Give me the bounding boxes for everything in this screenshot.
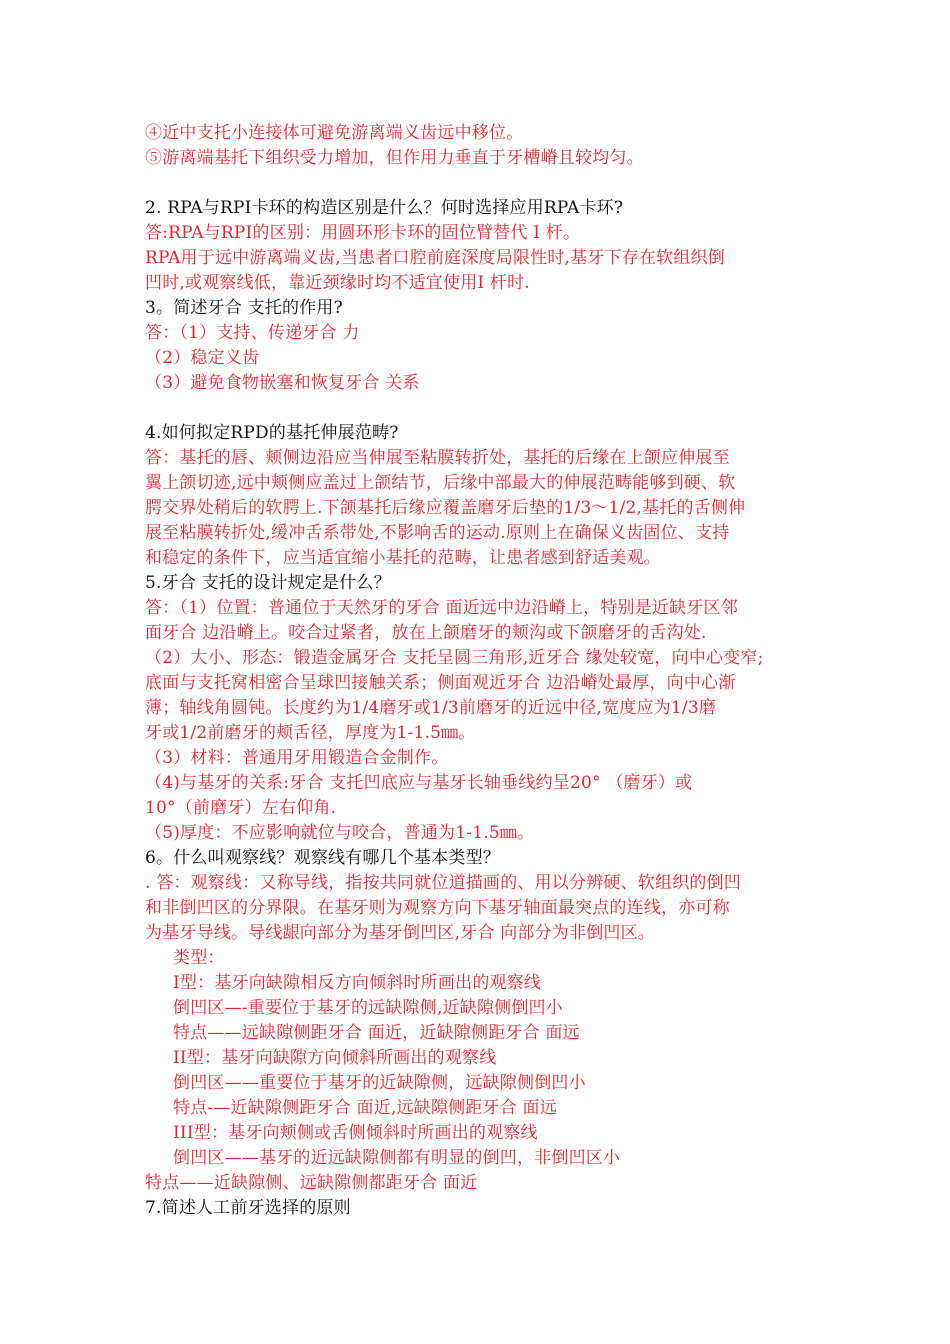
q2-question: 2. RPA与RPI卡环的构造区别是什么？何时选择应用RPA卡环? (145, 198, 624, 218)
q6-type-line: 类型： (173, 948, 225, 968)
q4-answer-line: 和稳定的条件下，应当适宜缩小基托的范畴，让患者感到舒适美观。 (145, 548, 661, 568)
spacer (145, 396, 820, 421)
q6-type-line: 特点-—近缺隙侧距牙合 面近,远缺隙侧距牙合 面远 (173, 1098, 557, 1118)
q4-answer-line: 展至粘膜转折处,缓冲舌系带处,不影响舌的运动.原则上在确保义齿固位、支持 (145, 523, 730, 543)
q6-type-line: 倒凹区——重要位于基牙的近缺隙侧，远缺隙侧倒凹小 (173, 1073, 586, 1093)
q2-answer-line: 答:RPA与RPI的区别：用圆环形卡环的固位臂替代 I 杆。 (145, 223, 581, 243)
q1-answer-line: ⑤游离端基托下组织受力增加，但作用力垂直于牙槽嵴且较均匀。 (145, 148, 644, 168)
q5-answer-line: 底面与支托窝相密合呈球凹接触关系；侧面观近牙合 边沿嵴处最厚，向中心渐 (145, 673, 736, 693)
q5-answer-line: 答：（1）位置：普通位于天然牙的牙合 面近远中边沿嵴上，特别是近缺牙区邻 (145, 598, 738, 618)
q6-type-line: 倒凹区—-重要位于基牙的远缺隙侧,近缺隙侧倒凹小 (173, 998, 563, 1018)
q5-question: 5.牙合 支托的设计规定是什么？ (145, 573, 391, 593)
q5-answer-line: （2）大小、形态：锻造金属牙合 支托呈圆三角形,近牙合 缘处较宽，向中心变窄; (145, 648, 764, 668)
q5-answer-line: （3）材料：普通用牙用锻造合金制作。 (145, 748, 449, 768)
q5-answer-line: 10°（前磨牙）左右仰角. (145, 798, 337, 818)
q2-answer-line: 凹时,或观察线低，靠近颈缘时均不适宜使用I 杆时. (145, 273, 530, 293)
q3-answer-line: 答：（1）支持、传递牙合 力 (145, 323, 360, 343)
q5-answer-line: （5)厚度：不应影响就位与咬合，普通为1-1.5㎜。 (145, 823, 535, 843)
q4-answer-line: 腭交界处稍后的软腭上.下颌基托后缘应覆盖磨牙后垫的1/3～1/2,基托的舌侧伸 (145, 498, 746, 518)
q1-answer-line: ④近中支托小连接体可避免游离端义齿远中移位。 (145, 123, 524, 143)
q5-answer-line: 薄；轴线角圆钝。长度约为1/4磨牙或1/3前磨牙的近远中径,宽度应为1/3磨 (145, 698, 717, 718)
q5-answer-line: 牙或1/2前磨牙的颊舌径，厚度为1-1.5㎜。 (145, 723, 476, 743)
q3-answer-line: （2）稳定义齿 (145, 348, 260, 368)
q5-answer-line: （4)与基牙的关系:牙合 支托凹底应与基牙长轴垂线约呈20° （磨牙）或 (145, 773, 693, 793)
q6-type-line: 倒凹区——基牙的近远缺隙侧都有明显的倒凹，非倒凹区小 (173, 1148, 621, 1168)
q6-type-line: II型：基牙向缺隙方向倾斜所画出的观察线 (173, 1048, 497, 1068)
q6-type-line: III型：基牙向颊侧或舌侧倾斜时所画出的观察线 (173, 1123, 538, 1143)
q4-question: 4.如何拟定RPD的基托伸展范畴? (145, 423, 399, 443)
spacer (145, 171, 820, 196)
q6-type-line: 特点——远缺隙侧距牙合 面近，近缺隙侧距牙合 面远 (173, 1023, 580, 1043)
q6-question: 6。什么叫观察线？观察线有哪几个基本类型？ (145, 848, 501, 868)
q2-answer-line: RPA用于远中游离端义齿,当患者口腔前庭深度局限性时,基牙下存在软组织倒 (145, 248, 725, 268)
q6-answer-line: 为基牙导线。导线龈向部分为基牙倒凹区,牙合 向部分为非倒凹区。 (145, 923, 656, 943)
q4-answer-line: 答：基托的唇、颊侧边沿应当伸展至粘膜转折处，基托的后缘在上颌应伸展至 (145, 448, 730, 468)
document-page (145, 121, 820, 1221)
q6-type-line-last: 特点——近缺隙侧、远缺隙侧都距牙合 面近 (145, 1173, 478, 1193)
q6-answer-line: 和非倒凹区的分界限。在基牙则为观察方向下基牙轴面最突点的连线，亦可称 (145, 898, 730, 918)
q7-question: 7.简述人工前牙选择的原则 (145, 1198, 351, 1218)
q3-answer-line: （3）避免食物嵌塞和恢复牙合 关系 (145, 373, 420, 393)
q6-type-line: I型：基牙向缺隙相反方向倾斜时所画出的观察线 (173, 973, 542, 993)
q6-answer-line: . 答：观察线：又称导线，指按共同就位道描画的、用以分辨硬、软组织的倒凹 (145, 873, 742, 893)
q3-question: 3。简述牙合 支托的作用? (145, 298, 343, 318)
q4-answer-line: 翼上颌切迹,远中颊侧应盖过上颌结节，后缘中部最大的伸展范畴能够到硬、软 (145, 473, 736, 493)
q5-answer-line: 面牙合 边沿嵴上。咬合过紧者，放在上颌磨牙的颊沟或下颌磨牙的舌沟处. (145, 623, 707, 643)
